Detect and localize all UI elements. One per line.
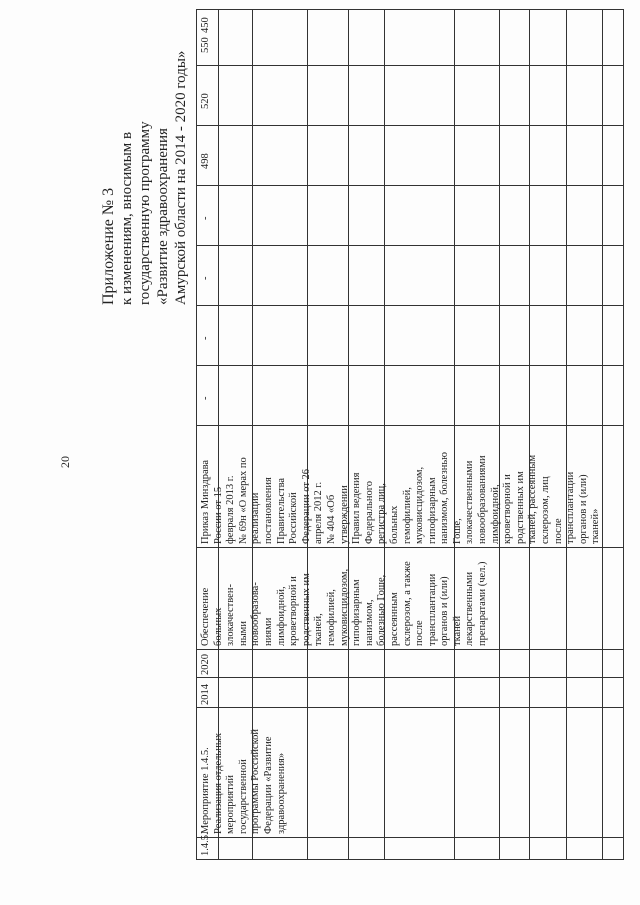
year-start: 2014	[200, 684, 211, 705]
value-cell: -	[200, 216, 211, 220]
appendix-subtitle-line: «Развитие здравоохранения	[155, 128, 171, 305]
table-column-divider	[197, 245, 624, 246]
indicator-text: Обеспечение больных злокачествен- ными новообразова- ниями лимфоидной, кроветворной и родственных им тканей, гемофилией, муковисцидозом, гипофизарным нанизмом, болезнью Гоше, рассеянным склерозом, а также после трансплантации органов и (или) тканей лекарственными препаратами (чел.)	[200, 561, 489, 646]
value-cell: 520	[200, 93, 211, 109]
table-column-divider	[197, 837, 624, 838]
page-number: 20	[58, 456, 72, 468]
value-cell: 450	[200, 17, 211, 33]
table-column-divider	[197, 649, 624, 650]
value-cell: -	[200, 396, 211, 400]
table-column-divider	[197, 677, 624, 678]
row-code: 1.4.5.	[200, 832, 211, 856]
table-column-divider	[197, 305, 624, 306]
appendix-subtitle-line: государственную программу	[137, 121, 153, 305]
table-column-divider	[197, 185, 624, 186]
year-end: 2020	[200, 654, 211, 675]
value-cell: 498	[200, 153, 211, 169]
legal-basis-text: Приказ Минздрава России от 15 февраля 2013 г. № 69н «О мерах по реализации постановления Правительства Российской Федерации от 26 апреля 2012 г. № 404 «Об утверждении Правил ведения Федерального регистра лиц, больных гемофилией, муковисцидозом, гипофизарным нанизмом, болезнью Гоше, злокачественными новообразованиями лимфоидной, кроветворной и родственных им тканей, рассеянным склерозом, лиц после трансплантации органов и (или) тканей»	[200, 452, 602, 544]
activity-name: Мероприятие 1.4.5. Реализация отдельных мероприятий государственной программы Российской Федерации «Развитие здравоохранения»	[200, 728, 287, 834]
value-cell: -	[200, 336, 211, 340]
table-column-divider	[197, 9, 624, 10]
appendix-subtitle-line: Амурской области на 2014 - 2020 годы»	[173, 50, 189, 305]
appendix-heading	[100, 5, 190, 305]
table-column-divider	[197, 707, 624, 708]
value-cell: 550	[200, 37, 211, 53]
table-column-divider	[197, 65, 624, 66]
appendix-subtitle-line: к изменениям, вносимым в	[119, 131, 135, 305]
table-column-divider	[197, 425, 624, 426]
program-table	[196, 9, 624, 860]
table-column-divider	[197, 125, 624, 126]
table-column-divider	[197, 547, 624, 548]
value-cell: -	[200, 276, 211, 280]
table-column-divider	[197, 365, 624, 366]
appendix-title: Приложение № 3	[100, 187, 117, 305]
table-row-divider	[623, 9, 624, 859]
